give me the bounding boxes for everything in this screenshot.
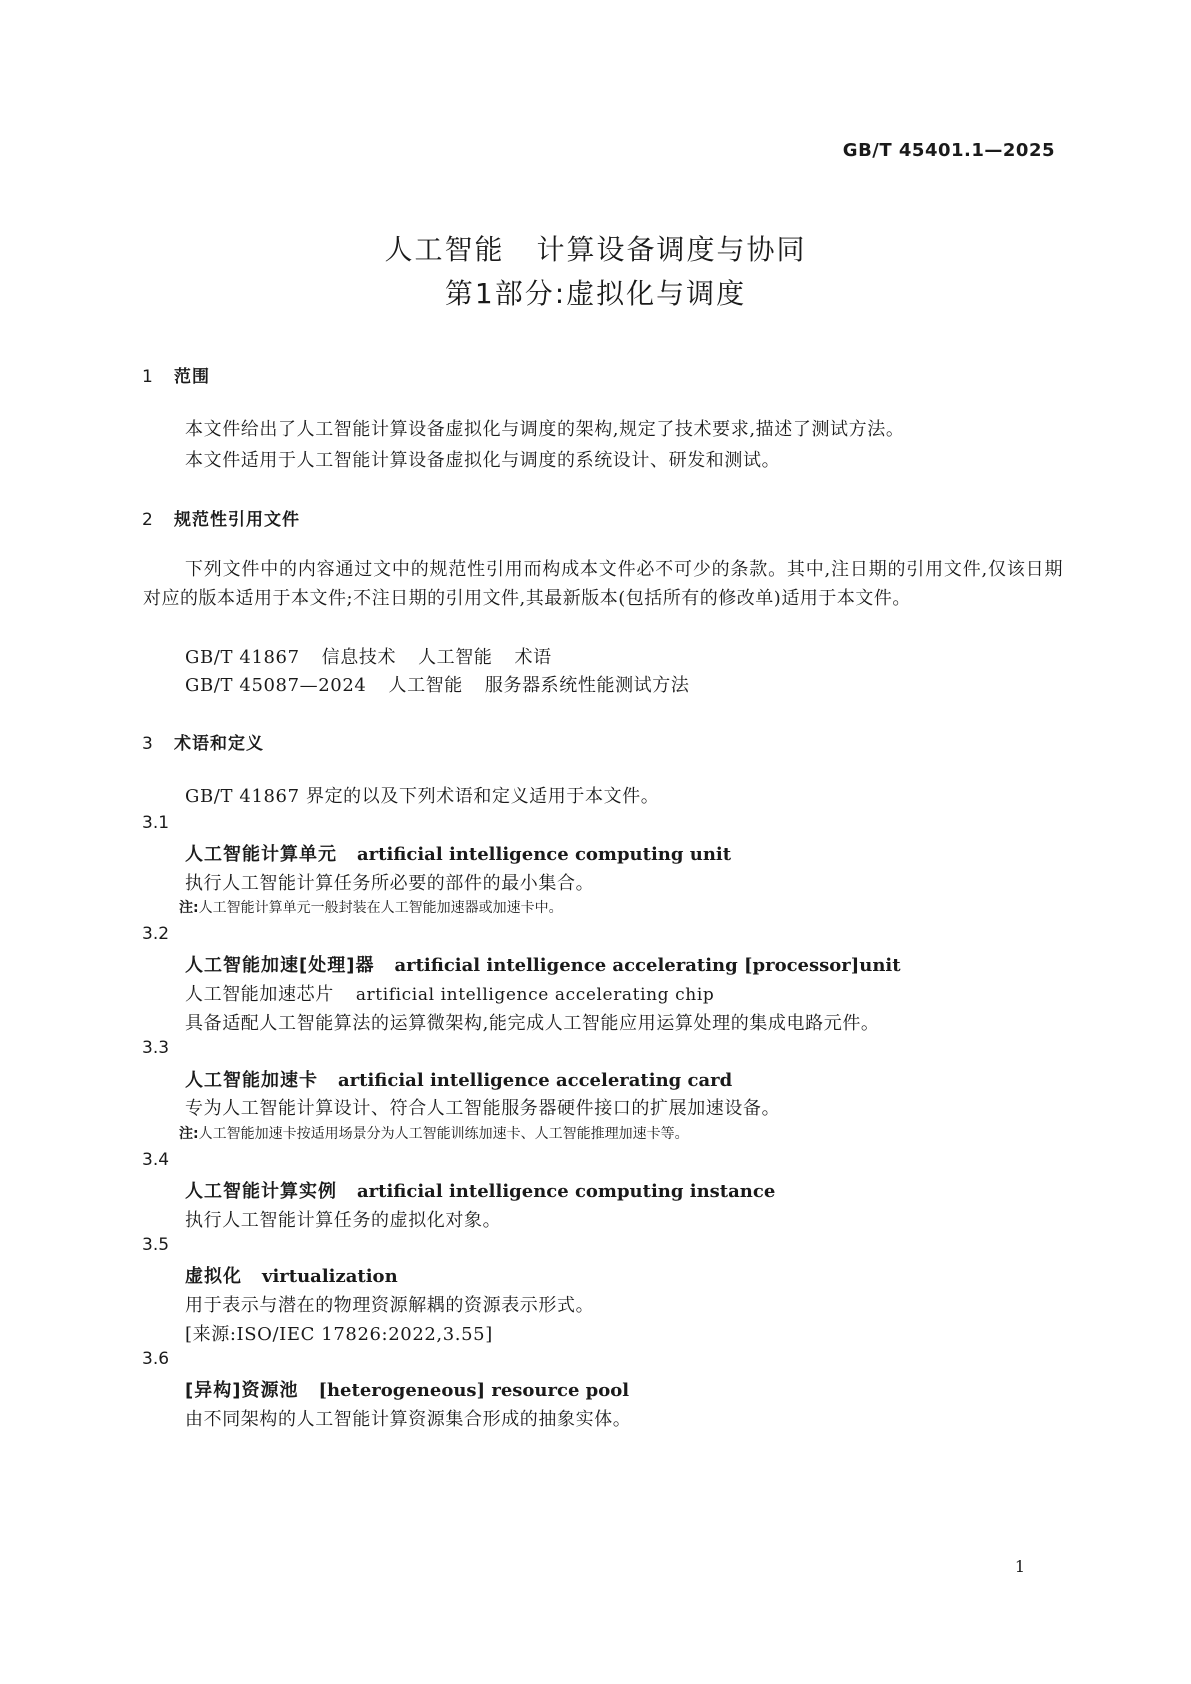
term-entry bbox=[185, 840, 731, 866]
term-english: artificial intelligence accelerating [processor]unit bbox=[394, 955, 901, 976]
term-chinese: 人工智能计算实例 bbox=[185, 1181, 337, 1202]
title-part1: 人工智能 bbox=[384, 233, 505, 266]
note-text: 人工智能加速卡按适用场景分为人工智能训练加速卡、人工智能推理加速卡等。 bbox=[198, 1126, 689, 1142]
term-number: 3.6 bbox=[142, 1349, 170, 1369]
reference-title-part: 人工智能 bbox=[388, 675, 463, 696]
term-english: [heterogeneous] resource pool bbox=[318, 1380, 630, 1401]
term-synonym bbox=[185, 980, 714, 1006]
term-definition: 用于表示与潜在的物理资源解耦的资源表示形式。 bbox=[185, 1295, 595, 1316]
reference-title-part: 人工智能 bbox=[418, 647, 493, 668]
section-heading-scope bbox=[142, 362, 210, 387]
term-english: artificial intelligence computing unit bbox=[357, 844, 732, 865]
term-chinese: 人工智能计算单元 bbox=[185, 844, 337, 865]
note-label: 注: bbox=[179, 900, 199, 916]
section-title: 术语和定义 bbox=[174, 734, 264, 754]
references-intro-paragraph: 下列文件中的内容通过文中的规范性引用而构成本文件必不可少的条款。其中,注日期的引用文件,仅该日期对应的版本适用于本文件;不注日期的引用文件,其最新版本(包括所有的修改单)适用于本文件。 bbox=[143, 559, 1063, 609]
reference-item bbox=[185, 643, 552, 669]
term-chinese: 虚拟化 bbox=[185, 1266, 242, 1287]
scope-paragraph-1: 本文件给出了人工智能计算设备虚拟化与调度的架构,规定了技术要求,描述了测试方法。 bbox=[185, 419, 905, 440]
section-heading-terms bbox=[142, 729, 264, 754]
term-number: 3.2 bbox=[142, 924, 170, 944]
section-number: 3 bbox=[142, 734, 154, 754]
term-entry bbox=[185, 951, 901, 977]
document-title-line1 bbox=[0, 228, 1191, 268]
scope-paragraph-2: 本文件适用于人工智能计算设备虚拟化与调度的系统设计、研发和测试。 bbox=[185, 450, 781, 471]
term-note bbox=[179, 897, 563, 917]
reference-code: GB/T 45087—2024 bbox=[185, 675, 367, 696]
term-definition: 执行人工智能计算任务的虚拟化对象。 bbox=[185, 1210, 502, 1231]
term-definition: 具备适配人工智能算法的运算微架构,能完成人工智能应用运算处理的集成电路元件。 bbox=[185, 1013, 880, 1034]
section-number: 1 bbox=[142, 367, 154, 387]
section-title: 范围 bbox=[174, 367, 210, 387]
term-chinese: [异构]资源池 bbox=[185, 1380, 299, 1401]
term-english: virtualization bbox=[262, 1266, 398, 1287]
term-entry bbox=[185, 1376, 629, 1402]
term-entry bbox=[185, 1177, 775, 1203]
synonym-english: artificial intelligence accelerating chip bbox=[355, 985, 715, 1005]
term-english: artificial intelligence accelerating card bbox=[338, 1070, 733, 1091]
term-number: 3.1 bbox=[142, 813, 170, 833]
term-chinese: 人工智能加速卡 bbox=[185, 1070, 318, 1091]
term-definition: 由不同架构的人工智能计算资源集合形成的抽象实体。 bbox=[185, 1409, 632, 1430]
term-number: 3.4 bbox=[142, 1150, 170, 1170]
reference-title-part: 信息技术 bbox=[321, 647, 397, 668]
term-entry bbox=[185, 1262, 398, 1288]
reference-title-part: 术语 bbox=[514, 647, 552, 668]
note-text: 人工智能计算单元一般封装在人工智能加速器或加速卡中。 bbox=[198, 900, 563, 916]
term-entry bbox=[185, 1066, 732, 1092]
term-source: [来源:ISO/IEC 17826:2022,3.55] bbox=[185, 1324, 493, 1345]
reference-code: GB/T 41867 bbox=[185, 647, 300, 668]
section-heading-normative-references bbox=[142, 505, 300, 530]
term-number: 3.5 bbox=[142, 1235, 170, 1255]
section-title: 规范性引用文件 bbox=[174, 510, 300, 530]
title-part2: 计算设备调度与协同 bbox=[536, 233, 807, 266]
reference-item bbox=[185, 671, 689, 697]
page-number: 1 bbox=[1014, 1557, 1025, 1576]
terms-intro-paragraph: GB/T 41867 界定的以及下列术语和定义适用于本文件。 bbox=[185, 786, 660, 807]
term-english: artificial intelligence computing instance bbox=[357, 1181, 776, 1202]
term-chinese: 人工智能加速[处理]器 bbox=[185, 955, 375, 976]
section-number: 2 bbox=[142, 510, 154, 530]
standard-number: GB/T 45401.1—2025 bbox=[842, 140, 1055, 161]
reference-title-part: 服务器系统性能测试方法 bbox=[484, 675, 690, 696]
document-title-line2: 第1部分:虚拟化与调度 bbox=[444, 277, 747, 310]
term-definition: 执行人工智能计算任务所必要的部件的最小集合。 bbox=[185, 873, 595, 894]
term-number: 3.3 bbox=[142, 1038, 170, 1058]
synonym-chinese: 人工智能加速芯片 bbox=[185, 984, 334, 1005]
term-definition: 专为人工智能计算设计、符合人工智能服务器硬件接口的扩展加速设备。 bbox=[185, 1098, 781, 1119]
term-note bbox=[179, 1123, 689, 1143]
note-label: 注: bbox=[179, 1126, 199, 1142]
